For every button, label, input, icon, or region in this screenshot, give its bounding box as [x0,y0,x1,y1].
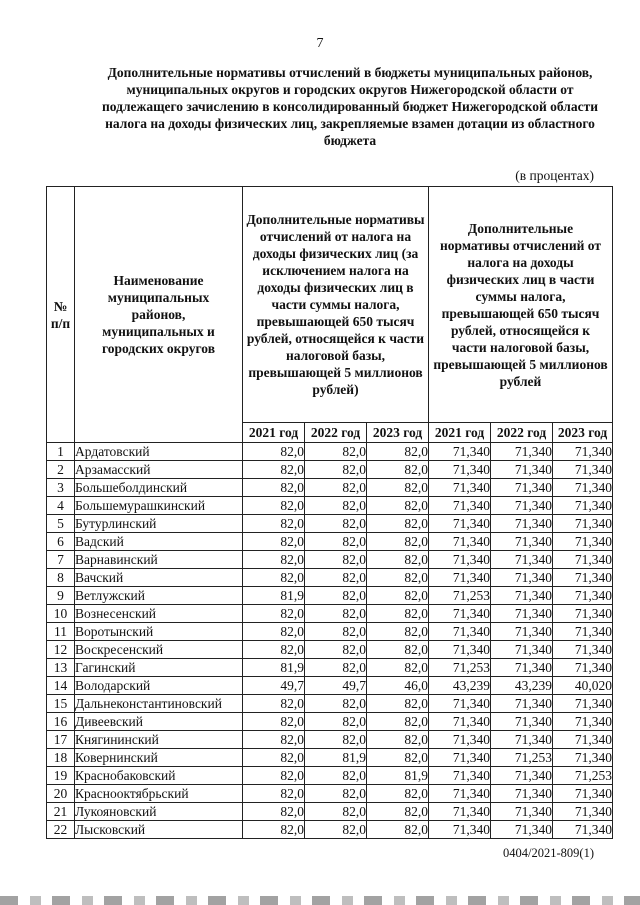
municipality-name: Дивеевский [75,713,243,731]
norm-value: 71,340 [429,533,491,551]
norm-value: 43,239 [491,677,553,695]
norm-value: 82,0 [243,731,305,749]
norm-value: 71,340 [553,623,613,641]
norm-value: 82,0 [305,623,367,641]
table-row [47,785,613,803]
norm-value: 82,0 [305,659,367,677]
norm-value: 71,340 [553,785,613,803]
norm-value: 82,0 [243,479,305,497]
norm-value: 71,340 [491,695,553,713]
norm-value: 82,0 [305,533,367,551]
row-number: 2 [47,461,75,479]
norm-value: 82,0 [243,497,305,515]
row-number: 13 [47,659,75,677]
row-number: 4 [47,497,75,515]
norm-value: 71,253 [553,767,613,785]
units-note: (в процентах) [515,168,594,183]
row-number: 18 [47,749,75,767]
norm-value: 71,340 [491,767,553,785]
norm-value: 82,0 [305,695,367,713]
row-number: 21 [47,803,75,821]
table-row [47,497,613,515]
table-row [47,641,613,659]
norm-value: 82,0 [367,713,429,731]
norm-value: 82,0 [243,461,305,479]
municipality-name: Княгининский [75,731,243,749]
norm-value: 71,340 [429,461,491,479]
table-row [47,713,613,731]
norm-value: 82,0 [243,803,305,821]
norm-value: 82,0 [367,821,429,839]
norm-value: 71,340 [553,551,613,569]
norm-value: 82,0 [367,515,429,533]
table-row [47,749,613,767]
norm-value: 71,340 [491,515,553,533]
municipality-name: Вадский [75,533,243,551]
norm-value: 71,340 [491,551,553,569]
norm-value: 71,340 [553,497,613,515]
norm-value: 82,0 [243,569,305,587]
norm-value: 71,340 [553,731,613,749]
row-number: 8 [47,569,75,587]
municipality-name: Воскресенский [75,641,243,659]
row-number: 10 [47,605,75,623]
norm-value: 71,340 [553,803,613,821]
municipality-name: Большеболдинский [75,479,243,497]
norm-value: 71,340 [491,821,553,839]
norm-value: 71,253 [429,587,491,605]
row-number: 17 [47,731,75,749]
table-row [47,821,613,839]
row-number: 16 [47,713,75,731]
header-year: 2023 год [367,423,429,443]
norm-value: 71,340 [491,623,553,641]
norm-value: 71,340 [429,749,491,767]
norm-value: 82,0 [305,479,367,497]
norm-value: 82,0 [243,695,305,713]
row-number: 6 [47,533,75,551]
municipality-name: Воротынский [75,623,243,641]
norm-value: 43,239 [429,677,491,695]
table-row [47,695,613,713]
header-group-1: Дополнительные нормативы отчислений от налога на доходы физических лиц (за исключением налога на доходы физических лиц в части суммы налога, превышающей 650 тысяч рублей, относящейся к части налоговой базы, превышающей 5 миллионов рублей) [243,187,429,423]
norm-value: 82,0 [305,605,367,623]
norm-value: 82,0 [305,767,367,785]
header-year: 2022 год [491,423,553,443]
row-number: 22 [47,821,75,839]
table-row [47,767,613,785]
municipality-name: Вознесенский [75,605,243,623]
norm-value: 71,340 [491,713,553,731]
norm-value: 82,0 [243,515,305,533]
municipality-name: Лукояновский [75,803,243,821]
row-number: 11 [47,623,75,641]
norm-value: 71,340 [553,605,613,623]
norm-value: 82,0 [305,461,367,479]
table-row [47,677,613,695]
norm-value: 71,340 [491,731,553,749]
norm-value: 82,0 [243,821,305,839]
header-year: 2022 год [305,423,367,443]
norm-value: 71,340 [491,497,553,515]
municipality-name: Володарский [75,677,243,695]
norm-value: 82,0 [367,623,429,641]
norm-value: 71,340 [491,479,553,497]
municipality-name: Дальнеконстантиновский [75,695,243,713]
document-code: 0404/2021-809(1) [503,846,594,860]
municipality-name: Ветлужский [75,587,243,605]
norm-value: 49,7 [243,677,305,695]
norm-value: 71,340 [429,803,491,821]
norm-value: 82,0 [367,551,429,569]
municipality-name: Ардатовский [75,443,243,461]
norm-value: 71,340 [553,443,613,461]
norm-value: 82,0 [305,785,367,803]
norm-value: 81,9 [367,767,429,785]
municipality-name: Бутурлинский [75,515,243,533]
row-number: 12 [47,641,75,659]
norm-value: 71,340 [429,695,491,713]
norm-value: 71,340 [429,641,491,659]
norm-value: 71,253 [491,749,553,767]
norm-value: 71,340 [491,641,553,659]
scan-edge-decoration [0,896,640,905]
norm-value: 82,0 [243,749,305,767]
norm-value: 82,0 [243,533,305,551]
row-number: 20 [47,785,75,803]
norm-value: 71,340 [491,569,553,587]
municipality-name: Вачский [75,569,243,587]
norm-value: 82,0 [305,443,367,461]
norm-value: 71,340 [429,767,491,785]
norm-value: 71,340 [553,587,613,605]
row-number: 14 [47,677,75,695]
norm-value: 82,0 [367,695,429,713]
norm-value: 71,340 [429,731,491,749]
table-row [47,803,613,821]
norm-value: 71,340 [429,479,491,497]
table-row [47,515,613,533]
norm-value: 71,340 [429,713,491,731]
norm-value: 71,340 [491,659,553,677]
municipality-name: Варнавинский [75,551,243,569]
norm-value: 71,340 [429,497,491,515]
norm-value: 71,340 [553,749,613,767]
norm-value: 82,0 [243,641,305,659]
norm-value: 81,9 [243,587,305,605]
table-row [47,623,613,641]
table-row [47,605,613,623]
norm-value: 71,340 [491,803,553,821]
norm-value: 71,340 [553,659,613,677]
table-row [47,533,613,551]
norm-value: 71,340 [429,785,491,803]
norm-value: 82,0 [305,551,367,569]
norm-value: 71,340 [429,821,491,839]
norm-value: 71,340 [553,713,613,731]
municipality-name: Лысковский [75,821,243,839]
norm-value: 82,0 [367,587,429,605]
norm-value: 82,0 [367,461,429,479]
norm-value: 71,340 [429,623,491,641]
norm-value: 71,340 [429,515,491,533]
row-number: 5 [47,515,75,533]
norm-value: 49,7 [305,677,367,695]
norm-value: 82,0 [367,659,429,677]
page-number: 7 [316,36,324,51]
norm-value: 71,340 [553,515,613,533]
norm-value: 82,0 [243,713,305,731]
norm-value: 81,9 [305,749,367,767]
norm-value: 82,0 [367,749,429,767]
norm-value: 71,340 [491,587,553,605]
norm-value: 81,9 [243,659,305,677]
norms-table [46,186,613,839]
row-number: 9 [47,587,75,605]
header-year: 2021 год [243,423,305,443]
norm-value: 82,0 [305,569,367,587]
norm-value: 71,340 [553,695,613,713]
table-row [47,659,613,677]
norm-value: 71,340 [553,479,613,497]
norm-value: 71,340 [491,785,553,803]
norm-value: 71,340 [429,605,491,623]
norm-value: 71,340 [491,443,553,461]
table-row [47,461,613,479]
norm-value: 82,0 [367,497,429,515]
norm-value: 71,340 [429,443,491,461]
municipality-name: Краснобаковский [75,767,243,785]
norm-value: 71,340 [491,461,553,479]
norm-value: 71,340 [491,605,553,623]
norm-value: 82,0 [367,803,429,821]
row-number: 3 [47,479,75,497]
municipality-name: Краснооктябрьский [75,785,243,803]
norm-value: 82,0 [305,713,367,731]
norm-value: 82,0 [243,767,305,785]
norm-value: 82,0 [305,731,367,749]
norm-value: 71,340 [553,821,613,839]
norm-value: 82,0 [367,443,429,461]
norm-value: 82,0 [305,515,367,533]
norm-value: 71,340 [429,551,491,569]
norm-value: 82,0 [367,569,429,587]
norm-value: 82,0 [305,497,367,515]
row-number: 19 [47,767,75,785]
table-row [47,479,613,497]
municipality-name: Гагинский [75,659,243,677]
row-number: 1 [47,443,75,461]
norm-value: 71,340 [553,641,613,659]
norm-value: 82,0 [367,479,429,497]
norm-value: 71,340 [491,533,553,551]
norm-value: 40,020 [553,677,613,695]
municipality-name: Большемурашкинский [75,497,243,515]
header-name: Наименование муниципальных районов, муниципальных и городских округов [75,187,243,443]
norm-value: 46,0 [367,677,429,695]
norm-value: 82,0 [305,821,367,839]
norm-value: 82,0 [305,803,367,821]
norm-value: 82,0 [243,605,305,623]
table-row [47,587,613,605]
row-number: 15 [47,695,75,713]
norm-value: 71,340 [429,569,491,587]
norm-value: 82,0 [243,623,305,641]
norm-value: 82,0 [367,533,429,551]
norm-value: 71,340 [553,569,613,587]
norm-value: 71,340 [553,461,613,479]
header-group-2: Дополнительные нормативы отчислений от налога на доходы физических лиц в части суммы налога, превышающей 650 тысяч рублей, относящейся к части налоговой базы, превышающей 5 миллионов рублей [429,187,613,423]
table-row [47,731,613,749]
norm-value: 71,253 [429,659,491,677]
norm-value: 82,0 [305,587,367,605]
norm-value: 82,0 [243,785,305,803]
norm-value: 82,0 [367,605,429,623]
norm-value: 71,340 [553,533,613,551]
table-row [47,443,613,461]
municipality-name: Арзамасский [75,461,243,479]
norm-value: 82,0 [367,731,429,749]
norm-value: 82,0 [243,551,305,569]
norm-value: 82,0 [367,785,429,803]
norm-value: 82,0 [305,641,367,659]
header-year: 2023 год [553,423,613,443]
table-row [47,569,613,587]
norm-value: 82,0 [367,641,429,659]
municipality-name: Ковернинский [75,749,243,767]
document-title: Дополнительные нормативы отчислений в бюджеты муниципальных районов, муниципальных округов и городских округов Нижегородской области от подлежащего зачислению в консолидированный бюджет Нижегородской области налога на доходы физических лиц, закрепляемые взамен дотации из областного бюджета [102,65,598,148]
table-row [47,551,613,569]
row-number: 7 [47,551,75,569]
header-year: 2021 год [429,423,491,443]
norm-value: 82,0 [243,443,305,461]
header-number: № п/п [47,187,75,443]
